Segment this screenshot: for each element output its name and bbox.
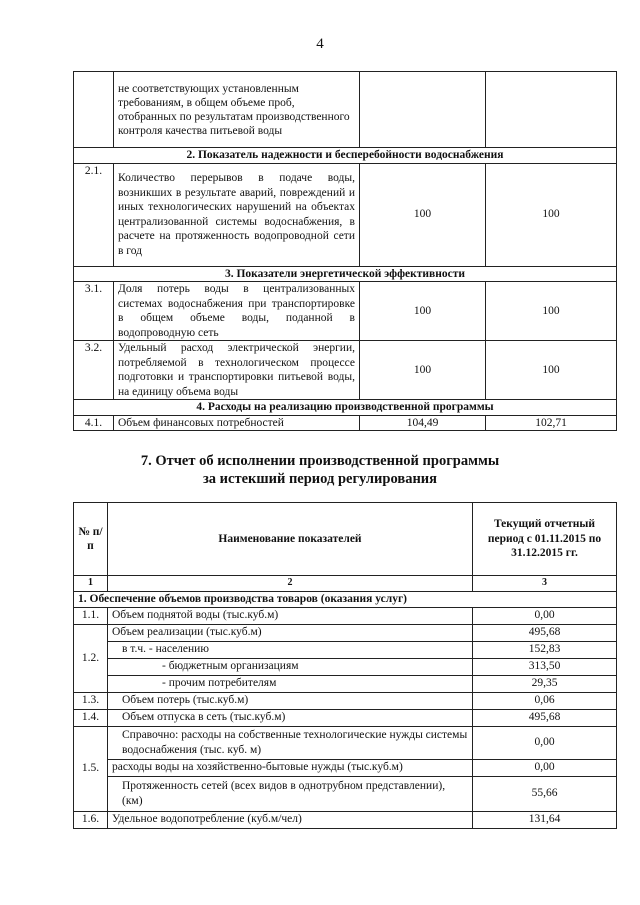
section-heading: 4. Расходы на реализацию производственной программы <box>74 400 617 416</box>
column-number-row: 1 2 3 <box>74 576 617 592</box>
table-row: в т.ч. - населению 152,83 <box>74 641 617 658</box>
table-row: 2.1. Количество перерывов в подаче воды, возникших в результате аварий, повреждений и иных технологических нарушений на объектах централизованной системы водоснабжения, в расчете на протяженность водопроводной сети в год 100 100 <box>74 163 617 266</box>
table-row: 3.1. Доля потерь воды в централизованных системах водоснабжения при транспортировке в общем объеме воды, поданной в водопроводную сеть 100 100 <box>74 282 617 341</box>
table-row: 1.1. Объем поднятой воды (тыс.куб.м) 0,00 <box>74 607 617 624</box>
section-heading: 2. Показатель надежности и бесперебойности водоснабжения <box>74 148 617 164</box>
table-row: 4.1. Объем финансовых потребностей 104,49 102,71 <box>74 415 617 431</box>
section-title: 7. Отчет об исполнении производственной программы за истекший период регулирования <box>140 453 500 487</box>
table-row: 3.2. Удельный расход электрической энергии, потребляемой в технологическом процессе подготовки и транспортировки питьевой воды, на единицу объема воды 100 100 <box>74 341 617 400</box>
header-row: № п/п Наименование показателей Текущий отчетный период с 01.11.2015 по 31.12.2015 гг. <box>74 503 617 576</box>
indicators-table <box>73 71 617 431</box>
table-row: 1.4. Объем отпуска в сеть (тыс.куб.м) 495,68 <box>74 709 617 726</box>
table-row: 1.2. Объем реализации (тыс.куб.м) 495,68 <box>74 624 617 641</box>
section-heading: 1. Обеспечение объемов производства товаров (оказания услуг) <box>74 591 617 607</box>
table-row: 1.5. Справочно: расходы на собственные технологические нужды системы водоснабжения (тыс. куб. м) 0,00 <box>74 726 617 759</box>
section-heading: 3. Показатели энергетической эффективности <box>74 266 617 282</box>
table-row: 1.3. Объем потерь (тыс.куб.м) 0,06 <box>74 692 617 709</box>
report-table <box>73 502 617 829</box>
table-row: Протяженность сетей (всех видов в однотрубном представлении), (км) 55,66 <box>74 776 617 811</box>
table-row: - прочим потребителям 29,35 <box>74 675 617 692</box>
table-row <box>74 72 617 148</box>
table-row: - бюджетным организациям 313,50 <box>74 658 617 675</box>
page-number: 4 <box>316 36 324 52</box>
table-row: 1.6. Удельное водопотребление (куб.м/чел) 131,64 <box>74 811 617 828</box>
continued-text: не соответствующих установленным требованиям, в общем объеме проб, отобранных по результатам производственного контроля качества питьевой воды <box>114 72 360 148</box>
table-row: расходы воды на хозяйственно-бытовые нужды (тыс.куб.м) 0,00 <box>74 759 617 776</box>
